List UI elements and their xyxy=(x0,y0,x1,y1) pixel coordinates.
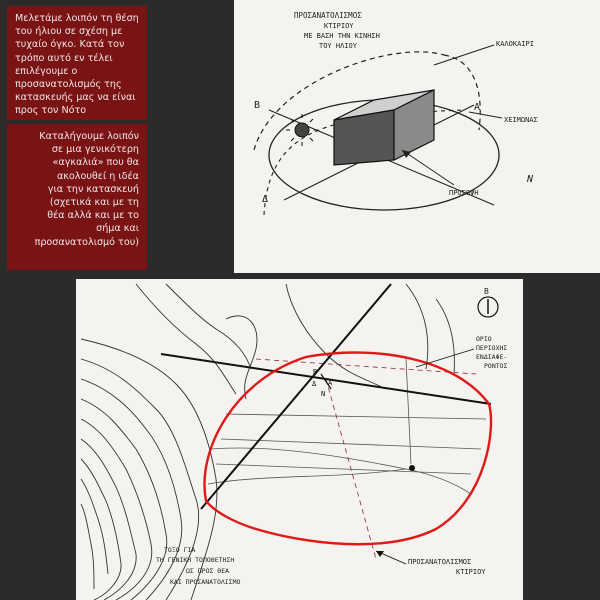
label-texo-1: ΤΟΞΟ ΓΙΑ xyxy=(164,546,196,554)
label-orio-2: ΠΕΡΙΟΧΗΣ xyxy=(476,344,508,352)
label-prosanatolismos-1: ΠΡΟΣΑΝΑΤΟΛΙΣΜΟΣ xyxy=(408,558,472,566)
sketch-title-line-3: ΜΕ ΒΑΣΗ ΤΗΝ ΚΙΝΗΣΗ xyxy=(304,32,380,40)
label-texo-3: ΩΣ ΠΡΟΣ ΘΕΑ xyxy=(186,567,230,575)
sketch-title-line-4: ΤΟΥ ΗΛΙΟΥ xyxy=(319,42,357,50)
sketch-title-line-2: ΚΤΙΡΙΟΥ xyxy=(324,22,354,30)
north-label: B xyxy=(484,287,489,296)
label-prosopsi: ΠΡΟΣΟΨΗ xyxy=(449,189,479,197)
sketch-title-line-1: ΠΡΟΣΑΝΑΤΟΛΙΣΜΟΣ xyxy=(294,11,362,20)
label-orio-1: ΟΡΙΟ xyxy=(476,335,492,343)
label-n: N xyxy=(527,174,534,185)
label-orio-3: ΕΝΔΙΑΦΕ- xyxy=(476,353,508,361)
compass-a: A xyxy=(328,379,333,387)
label-b: B xyxy=(254,100,261,111)
label-prosanatolismos-2: ΚΤΙΡΙΟΥ xyxy=(456,568,486,576)
sun-icon xyxy=(295,123,309,137)
intro-text-box: Μελετάμε λοιπόν τη θέση του ήλιου σε σχέση με τυχαίο όγκο. Κατά τον τρόπο αυτό εν τέλει επιλέγουμε ο προσανατολισμός της κατασκευής μας να είναι προς τον Νότο xyxy=(7,6,147,120)
label-texo-2: ΤΗ ΓΕΝΙΚΗ ΤΟΠΟΘΕΤΗΣΗ xyxy=(156,556,235,564)
sun-path-sketch xyxy=(234,0,600,273)
compass-n: N xyxy=(321,390,326,398)
label-texo-4: ΚΑΙ ΠΡΟΣΑΝΑΤΟΛΙΣΜΟ xyxy=(170,578,241,586)
label-a: A xyxy=(474,102,481,113)
label-kalokairi: ΚΑΛΟΚΑΙΡΙ xyxy=(496,40,534,48)
conclusion-text-box: Καταλήγουμε λοιπόν σε μια γενικότερη «αγκαλιά» που θα ακολουθεί η ιδέα για την κατασκευή (σχετικά και με τη θέα αλλά και με το σήμα και προσανατολισμό του) xyxy=(7,124,147,270)
compass-b: B xyxy=(313,368,318,376)
compass-d: Δ xyxy=(312,380,317,388)
label-orio-4: ΡΟΝΤΟΣ xyxy=(484,362,508,370)
label-xeimonas: ΧΕΙΜΩΝΑΣ xyxy=(504,116,538,124)
label-d: Δ xyxy=(262,194,269,205)
site-plan-sketch xyxy=(76,279,523,600)
